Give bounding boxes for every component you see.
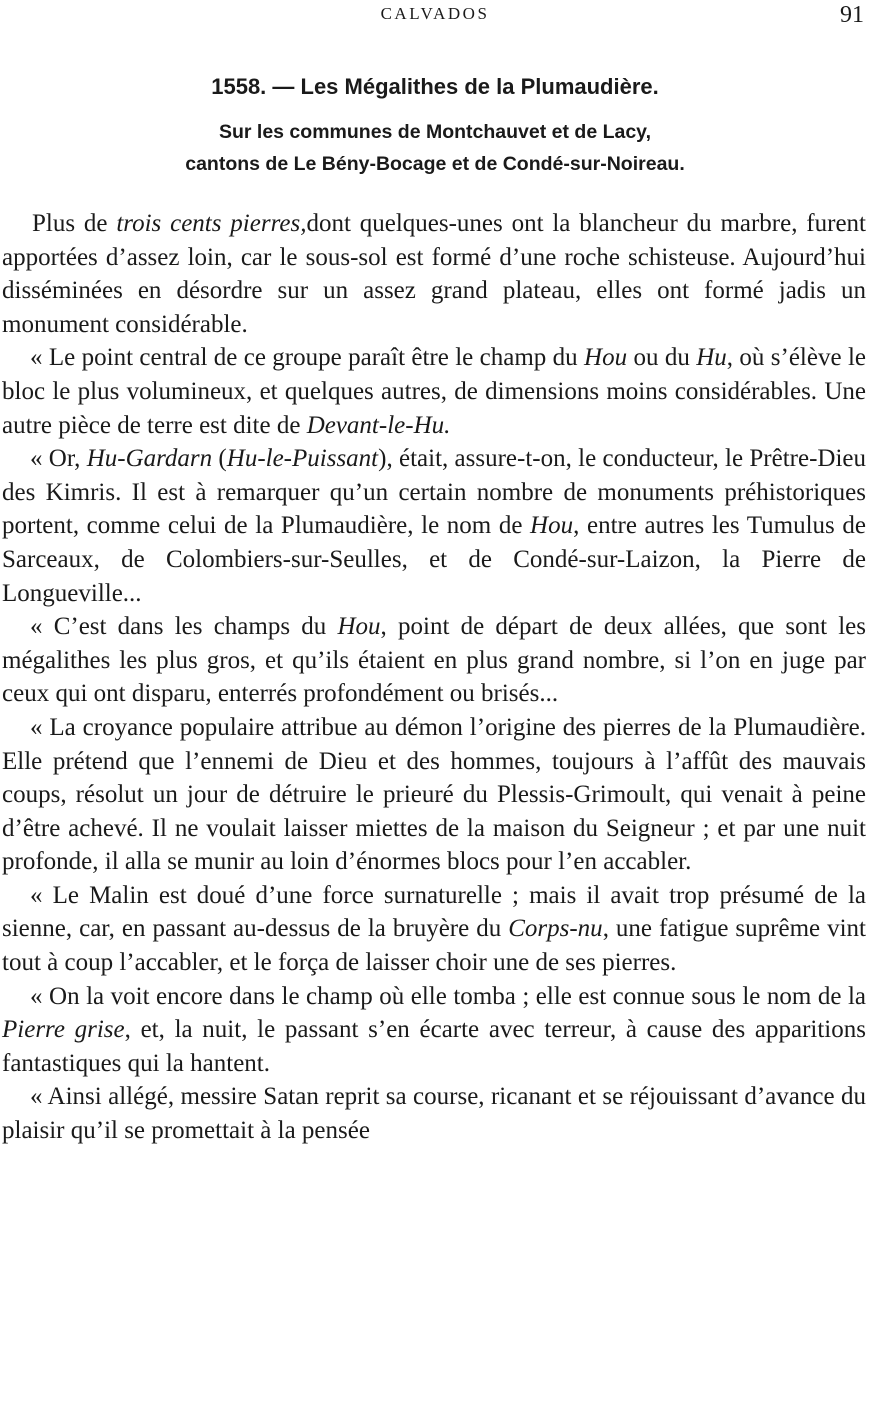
paragraph — [2, 1080, 866, 1147]
text-run: Plus de — [32, 210, 117, 237]
paragraph — [2, 341, 866, 442]
paragraph — [2, 207, 866, 341]
text-run: « Le point central de ce groupe paraît être le champ du — [30, 344, 585, 372]
text-run: , une fatigue suprême vint tout à coup l’accabler, et le força de laisser choir une de ses pierres. — [2, 915, 867, 977]
subheading-communes: Sur les communes de Montchauvet et de Lacy, — [218, 121, 651, 143]
running-title: CALVADOS — [380, 4, 490, 23]
italic-term: Corps-nu — [508, 915, 603, 943]
text-run: ( — [212, 445, 227, 473]
italic-term: Devant-le-Hu. — [306, 411, 451, 439]
paragraph — [2, 879, 866, 980]
paragraph — [2, 711, 866, 879]
paragraph — [2, 442, 866, 610]
italic-term: Hu-Gardarn — [86, 445, 213, 473]
italic-term: Hou — [584, 344, 628, 372]
text-run: , point de départ de deux allées, que sont les mégalithes les plus gros, et qu’ils étaient en plus grand nombre, si l’on en juge par ceux qui ont disparu, enterrés profondément ou brisés... — [2, 613, 866, 708]
paragraph — [2, 980, 866, 1081]
running-header — [0, 2, 870, 28]
paragraph — [2, 610, 866, 711]
subheading-cantons: cantons de Le Bény-Bocage et de Condé-sur-Noireau. — [185, 153, 685, 175]
page-number: 91 — [840, 2, 864, 28]
italic-term: trois cents pierres, — [116, 210, 307, 237]
text-run: « La croyance populaire attribue au démon l’origine des pierres de la Plumaudière. Elle prétend que l’ennemi de Dieu et des hommes, toujours à l’affût des mauvais coups, résolut un jour de détruire le prieuré du Plessis-Grimoult, qui venait à peine d’être achevé. Il ne voulait laisser miettes de la maison du Seigneur ; et par une nuit profonde, il alla se munir au loin d’énormes blocs pour l’en accabler. — [2, 713, 866, 876]
text-run: ), était, assure-t-on, le conducteur, le Prêtre-Dieu des Kimris. Il est à remarquer qu’un certain nombre de monuments préhistoriques portent, comme celui de la Plumaudière, le nom de — [2, 445, 866, 540]
text-run: , entre autres les Tumulus de Sarceaux, de Colombiers-sur-Seulles, et de Condé-sur-Laizon, la Pierre de Longueville... — [2, 512, 866, 607]
italic-term: Hu-le-Puissant — [226, 445, 379, 473]
text-run: , et, la nuit, le passant s’en écarte avec terreur, à cause des apparitions fantastiques qui la hantent. — [2, 1016, 866, 1077]
italic-term: Hou — [337, 613, 381, 641]
body-text — [2, 207, 866, 1148]
italic-term: Hu — [696, 344, 727, 372]
text-run: « Or, — [30, 445, 87, 473]
text-run: « Le Malin est doué d’une force surnaturelle ; mais il avait trop présumé de la sienne, car, en passant au-dessus de la bruyère du — [2, 881, 866, 943]
text-run: « On la voit encore dans le champ où elle tomba ; elle est connue sous le nom de la — [30, 982, 866, 1010]
text-run: , où s’élève le bloc le plus volumineux, et quelques autres, de dimensions moins considérables. Une autre pièce de terre est dite de — [2, 344, 866, 439]
italic-term: Pierre grise — [2, 1016, 125, 1044]
italic-term: Hou — [530, 512, 574, 540]
section-heading: 1558. — Les Mégalithes de la Plumaudière. — [211, 74, 659, 99]
text-run: « Ainsi allégé, messire Satan reprit sa course, ricanant et se réjouissant d’avance du plaisir qu’il se promettait à la pensée — [2, 1083, 866, 1145]
text-run: « C’est dans les champs du — [30, 613, 338, 641]
text-run: ou du — [627, 344, 697, 372]
text-run: dont quelques-unes ont la blancheur du marbre, furent apportées d’assez loin, car le sous-sol est formé d’une roche schisteuse. Aujourd’hui disséminées en désordre sur un assez grand plateau, elles ont formé jadis un monument considérable. — [2, 210, 867, 338]
